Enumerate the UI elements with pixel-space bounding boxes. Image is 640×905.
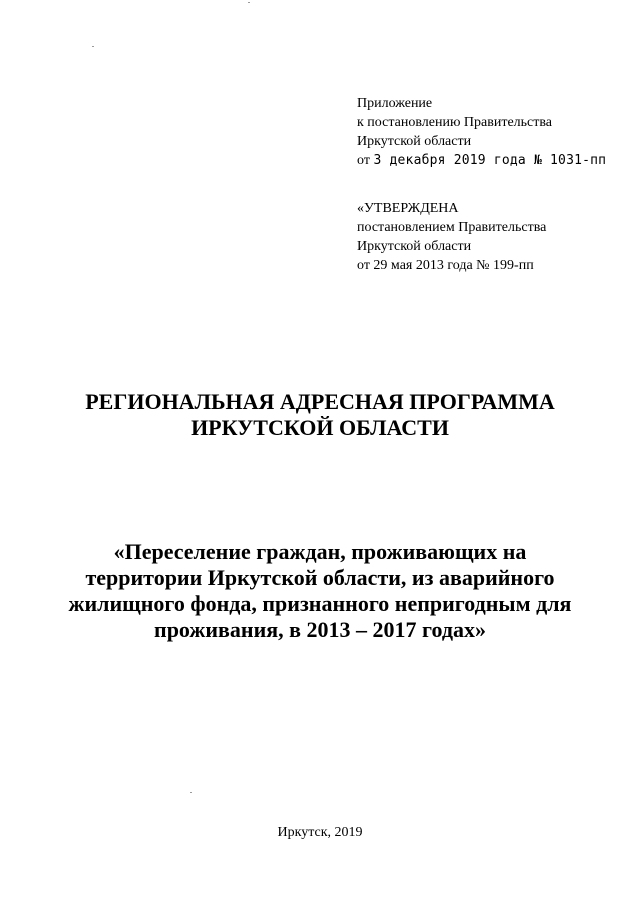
- scan-speck: [248, 2, 250, 3]
- approved-label: «УТВЕРЖДЕНА: [357, 201, 459, 216]
- scan-speck: [190, 792, 192, 793]
- approved-region: Иркутской области: [357, 239, 472, 254]
- approved-date-number: от 29 мая 2013 года № 199-пп: [357, 258, 534, 273]
- appendix-date-number: [357, 151, 627, 170]
- approved-resolution-ref: постановлением Правительства: [357, 220, 547, 235]
- program-title-line-2: ИРКУТСКОЙ ОБЛАСТИ: [191, 415, 449, 440]
- appendix-region: Иркутской области: [357, 134, 472, 149]
- appendix-resolution-ref: к постановлению Правительства: [357, 115, 553, 130]
- city-year: Иркутск, 2019: [277, 825, 363, 840]
- appendix-header: [357, 94, 627, 170]
- program-subtitle-line-1: «Переселение граждан, проживающих на: [113, 539, 527, 564]
- scan-speck: [92, 46, 94, 47]
- program-title: [0, 389, 640, 441]
- program-title-line-1: РЕГИОНАЛЬНАЯ АДРЕСНАЯ ПРОГРАММА: [85, 389, 555, 414]
- approval-header: [357, 199, 627, 275]
- program-subtitle-line-3: жилищного фонда, признанного непригодным для: [68, 591, 572, 616]
- program-subtitle-line-2: территории Иркутской области, из аварийного: [85, 565, 555, 590]
- appendix-date-stamp: 3 декабря 2019 года № 1031-пп: [373, 153, 607, 168]
- program-subtitle-line-4: проживания, в 2013 – 2017 годах»: [154, 617, 486, 642]
- program-subtitle: [60, 539, 580, 643]
- appendix-label: Приложение: [357, 96, 433, 111]
- appendix-date-prefix: от: [357, 153, 370, 168]
